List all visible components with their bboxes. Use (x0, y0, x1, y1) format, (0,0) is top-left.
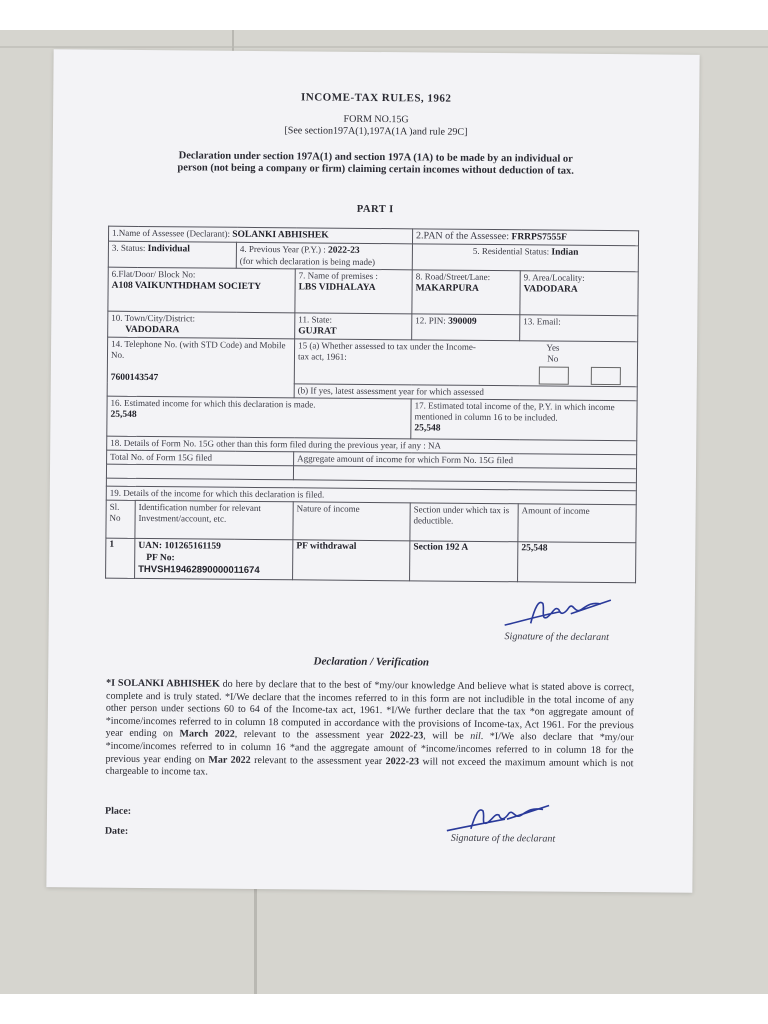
col-amount: Amount of income (518, 504, 636, 543)
assessed-question-cell: 15 (a) Whether assessed to tax under the Income-tax act, 1961: YesNo (294, 339, 637, 387)
tile-seam (232, 30, 234, 52)
total-forms-cell: Total No. of Form 15G filed (107, 450, 294, 466)
row-sl: 1 (106, 538, 135, 578)
row-estimated-income (107, 396, 637, 441)
income-details-cell: 19. Details of the income for which this declaration is filed. (106, 486, 636, 505)
telephone-cell: 14. Telephone No. (with STD Code) and Mobile No. 7600143547 (107, 337, 295, 398)
signature-label: Signature of the declarant (504, 631, 609, 644)
col-section: Section under which tax is deductible. (410, 503, 518, 542)
assessment-year-cell: (b) If yes, latest assessment year for which assessed (294, 384, 637, 401)
place-label: Place: (104, 805, 132, 817)
telephone-value: 7600143547 (110, 372, 159, 384)
pin-cell: 12. PIN: 390009 (412, 314, 520, 341)
tile-seam (254, 880, 257, 994)
tile-seam (0, 46, 768, 48)
form-15g-document (46, 49, 699, 893)
row-section: Section 192 A (410, 541, 518, 582)
document-title: INCOME-TAX RULES, 1962 (300, 91, 452, 105)
declaration-heading (53, 149, 699, 179)
verification-title: Declaration / Verification (313, 655, 430, 669)
date-label: Date: (104, 825, 129, 837)
verification-paragraph: *I SOLANKI ABHISHEK do here by declare that to the best of *my/our knowledge And believe what is stated above is correct, complete and is truly stated. *I/We declare that the incomes referred to in this form are not includible in the total income of any other person under sections 60 to 64 of the Income-tax act, 1961. *I/We further declare that the tax *on aggregate amount of *income/incomes referred to in column 18 computed in accordance with the provisions of Income-tax, Act 1961. For the previous year ending on March 2022, relevant to the assessment year 2022-23, will be nil. *I/We also declare that *my/our *income/incomes referred to in column 16 *and the aggregate amount of *income/incomes referred to in column 18 for the previous year ending on Mar 2022 relevant to the assessment year 2022-23 will not exceed the maximum amount which is not chargeable to income tax. (105, 677, 635, 778)
row-telephone (107, 337, 637, 387)
top-border (0, 0, 768, 30)
signature-label: Signature of the declarant (450, 832, 556, 845)
name-cell: 1.Name of Assessee (Declarant): SOLANKI ABHISHEK (108, 226, 412, 244)
row-address (108, 267, 638, 316)
no-checkbox[interactable] (591, 367, 621, 385)
estimated-income-cell: 16. Estimated income for which this declaration is made. 25,548 (107, 396, 411, 439)
residential-status-cell: 5. Residential Status: Indian (412, 244, 638, 272)
section-reference: [See section197A(1),197A(1A )and rule 29C] (284, 125, 468, 138)
previous-year-cell: 4. Previous Year (P.Y.) : 2022-23 (for which declaration is being made) (236, 242, 412, 270)
road-cell: 8. Road/Street/Lane: MAKARPURA (412, 270, 520, 315)
col-sl: Sl. No (106, 500, 135, 538)
state-cell: 11. State: GUJRAT (295, 313, 412, 340)
town-cell: 10. Town/City/District: VADODARA (108, 311, 295, 339)
part-heading: PART I (356, 203, 394, 216)
row-amount: 25,548 (518, 542, 636, 583)
income-table-header (106, 500, 636, 543)
area-cell: 9. Area/Locality: VADODARA (520, 271, 638, 316)
pan-cell: 2.PAN of the Assessee: FRRPS7555F (412, 229, 638, 246)
email-cell: 13. Email: (520, 315, 638, 342)
form-details-cell: 18. Details of Form No. 15G other than this form filed during the previous year, if any : NA (107, 436, 637, 455)
yes-checkbox[interactable] (539, 366, 569, 384)
form-number: FORM NO.15G (343, 113, 409, 126)
premises-cell: 7. Name of premises : LBS VIDHALAYA (295, 269, 412, 314)
pan-value: FRRPS7555F (511, 232, 567, 243)
signature-image (501, 593, 621, 634)
col-identification: Identification number for relevant Investment/account, etc. (135, 500, 293, 539)
aggregate-amount-cell: Aggregate amount of income for which Form No. 15G filed (294, 452, 637, 469)
declaration-text: Declaration under section 197A(1) and section 197A (1A) to be made by an individual or person (not being a company or firm) claiming certain incomes without deduction of tax. (177, 150, 574, 177)
col-nature: Nature of income (293, 502, 410, 541)
status-cell: 3. Status: Individual (108, 241, 236, 268)
row-nature: PF withdrawal (293, 540, 410, 581)
estimated-total-income-cell: 17. Estimated total income of the, P.Y. in which income mentioned in column 16 to be included. 25,548 (411, 399, 637, 441)
table-row (106, 538, 636, 583)
flat-cell: 6.Flat/Door/ Block No: A108 VAIKUNTHDHAM SOCIETY (108, 267, 295, 313)
form-table (105, 226, 639, 584)
bottom-border (0, 994, 768, 1024)
row-identification: UAN: 101265161159 PF No: THVSH19462890000011674 (135, 538, 293, 579)
declarant-name: SOLANKI ABHISHEK (232, 229, 329, 241)
